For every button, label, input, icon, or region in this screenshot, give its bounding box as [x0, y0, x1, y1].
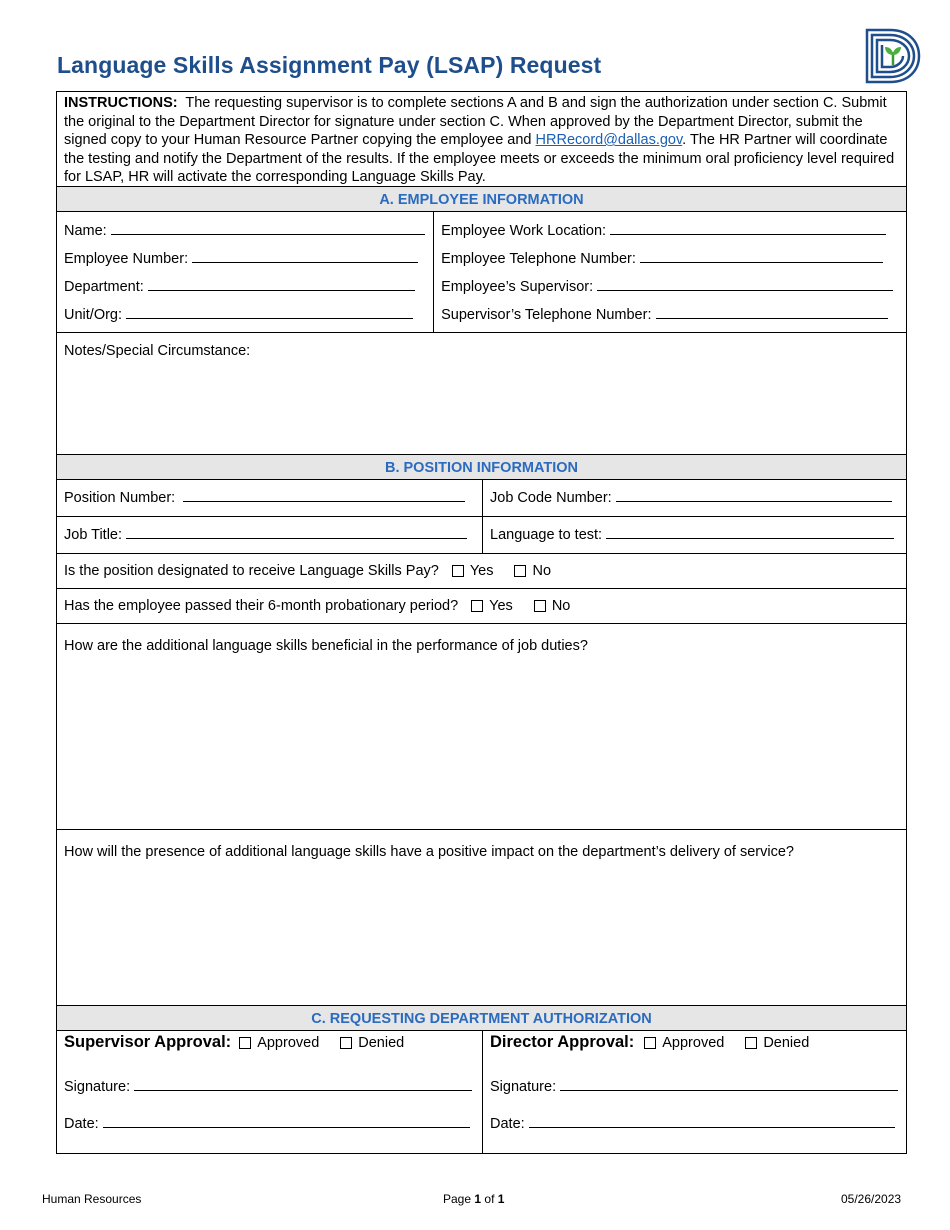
- work-location-field[interactable]: [441, 221, 906, 249]
- supervisor-label: Employee’s Supervisor:: [441, 279, 594, 295]
- probation-yes-label: Yes: [489, 598, 513, 614]
- position-row-1: [57, 480, 906, 517]
- lsap-form: [56, 91, 907, 1154]
- authorization-grid: [57, 1031, 906, 1153]
- supervisor-field[interactable]: [441, 277, 906, 305]
- probation-yes-checkbox[interactable]: [471, 600, 483, 612]
- supervisor-approved-checkbox[interactable]: [239, 1037, 251, 1049]
- instructions-text-end: . The HR Partner will coordinate the testing and notify the Department of the results. If the employee meets or exceeds the minimum oral proficiency level required for LSAP, HR will activate the corresponding Language Skills Pay.: [64, 132, 895, 185]
- beneficial-question-field[interactable]: [57, 624, 906, 830]
- probation-question: Has the employee passed their 6-month probationary period?: [64, 598, 459, 614]
- job-code-label: Job Code Number:: [490, 490, 612, 506]
- unit-org-field[interactable]: [64, 305, 433, 333]
- director-approval-line: [490, 1031, 906, 1055]
- supervisor-approval-title: Supervisor Approval:: [64, 1033, 232, 1051]
- job-title-label: Job Title:: [64, 527, 123, 543]
- designated-yes-label: Yes: [469, 563, 494, 579]
- supervisor-date-label: Date:: [64, 1116, 99, 1132]
- footer-date: 05/26/2023: [841, 1192, 902, 1206]
- job-title-field[interactable]: [57, 517, 482, 553]
- footer-page-prefix: Page: [443, 1192, 472, 1206]
- department-field[interactable]: [64, 277, 433, 305]
- supervisor-approval-line: [64, 1031, 482, 1055]
- footer-page-total: 1: [497, 1192, 505, 1206]
- designated-no-checkbox[interactable]: [514, 565, 526, 577]
- probation-no-checkbox[interactable]: [534, 600, 546, 612]
- position-number-field[interactable]: [57, 480, 482, 516]
- footer-page-current: 1: [474, 1192, 482, 1206]
- director-denied-label: Denied: [763, 1035, 810, 1051]
- footer-page-number: [443, 1192, 504, 1206]
- supervisor-signature-label: Signature:: [64, 1079, 131, 1095]
- language-label: Language to test:: [490, 527, 603, 543]
- employee-phone-field[interactable]: [441, 249, 906, 277]
- section-b-heading: B. POSITION INFORMATION: [57, 455, 906, 480]
- job-code-field[interactable]: [482, 480, 906, 516]
- hr-email-link[interactable]: HRRecord@dallas.gov: [535, 132, 683, 148]
- supervisor-signature-field[interactable]: [64, 1077, 482, 1097]
- employee-number-label: Employee Number:: [64, 251, 189, 267]
- designated-yes-checkbox[interactable]: [452, 565, 464, 577]
- position-number-label: Position Number:: [64, 490, 176, 506]
- designated-question-row: [57, 554, 906, 589]
- supervisor-denied-checkbox[interactable]: [340, 1037, 352, 1049]
- page-title: Language Skills Assignment Pay (LSAP) Request: [57, 52, 602, 78]
- supervisor-phone-label: Supervisor’s Telephone Number:: [441, 307, 652, 323]
- name-label: Name:: [64, 223, 107, 239]
- beneficial-question: How are the additional language skills beneficial in the performance of job duties?: [64, 638, 588, 654]
- supervisor-approval-block: [57, 1031, 482, 1153]
- impact-question: How will the presence of additional language skills have a positive impact on the department’s delivery of service?: [64, 844, 794, 860]
- notes-field[interactable]: [57, 333, 906, 455]
- language-field[interactable]: [482, 517, 906, 553]
- director-date-label: Date:: [490, 1116, 525, 1132]
- director-date-field[interactable]: [490, 1114, 906, 1134]
- director-approved-checkbox[interactable]: [644, 1037, 656, 1049]
- employee-info-left: [57, 212, 433, 332]
- supervisor-approved-label: Approved: [257, 1035, 320, 1051]
- director-denied-checkbox[interactable]: [745, 1037, 757, 1049]
- designated-question: Is the position designated to receive Language Skills Pay?: [64, 563, 439, 579]
- footer-page-of: of: [484, 1192, 495, 1206]
- section-a-heading: A. EMPLOYEE INFORMATION: [57, 187, 906, 212]
- employee-info-right: [433, 212, 906, 332]
- director-approval-block: [482, 1031, 906, 1153]
- supervisor-date-field[interactable]: [64, 1114, 482, 1134]
- name-field[interactable]: [64, 221, 433, 249]
- department-label: Department:: [64, 279, 144, 295]
- supervisor-phone-field[interactable]: [441, 305, 906, 333]
- employee-number-field[interactable]: [64, 249, 433, 277]
- designated-no-label: No: [532, 563, 552, 579]
- unit-org-label: Unit/Org:: [64, 307, 123, 323]
- work-location-label: Employee Work Location:: [441, 223, 607, 239]
- employee-info-grid: [57, 212, 906, 333]
- instructions-label: INSTRUCTIONS:: [64, 95, 178, 111]
- footer-department: Human Resources: [42, 1192, 142, 1206]
- probation-no-label: No: [551, 598, 571, 614]
- notes-label: Notes/Special Circumstance:: [64, 343, 251, 359]
- director-signature-label: Signature:: [490, 1079, 557, 1095]
- employee-phone-label: Employee Telephone Number:: [441, 251, 636, 267]
- dallas-logo-icon: [864, 27, 922, 85]
- position-row-2: [57, 517, 906, 554]
- director-signature-field[interactable]: [490, 1077, 906, 1097]
- instructions-block: [57, 92, 906, 187]
- section-c-heading: C. REQUESTING DEPARTMENT AUTHORIZATION: [57, 1006, 906, 1031]
- director-approved-label: Approved: [662, 1035, 725, 1051]
- probation-question-row: [57, 589, 906, 624]
- instructions-text: The requesting supervisor is to complete sections A and B and sign the authorization under section C. Submit the original to the Department Director for signature under section C. When approved by the Department Director, submit the signed copy to your Human Resource Partner copying the employee and: [64, 95, 887, 148]
- director-approval-title: Director Approval:: [490, 1033, 635, 1051]
- supervisor-denied-label: Denied: [358, 1035, 405, 1051]
- impact-question-field[interactable]: [57, 830, 906, 1006]
